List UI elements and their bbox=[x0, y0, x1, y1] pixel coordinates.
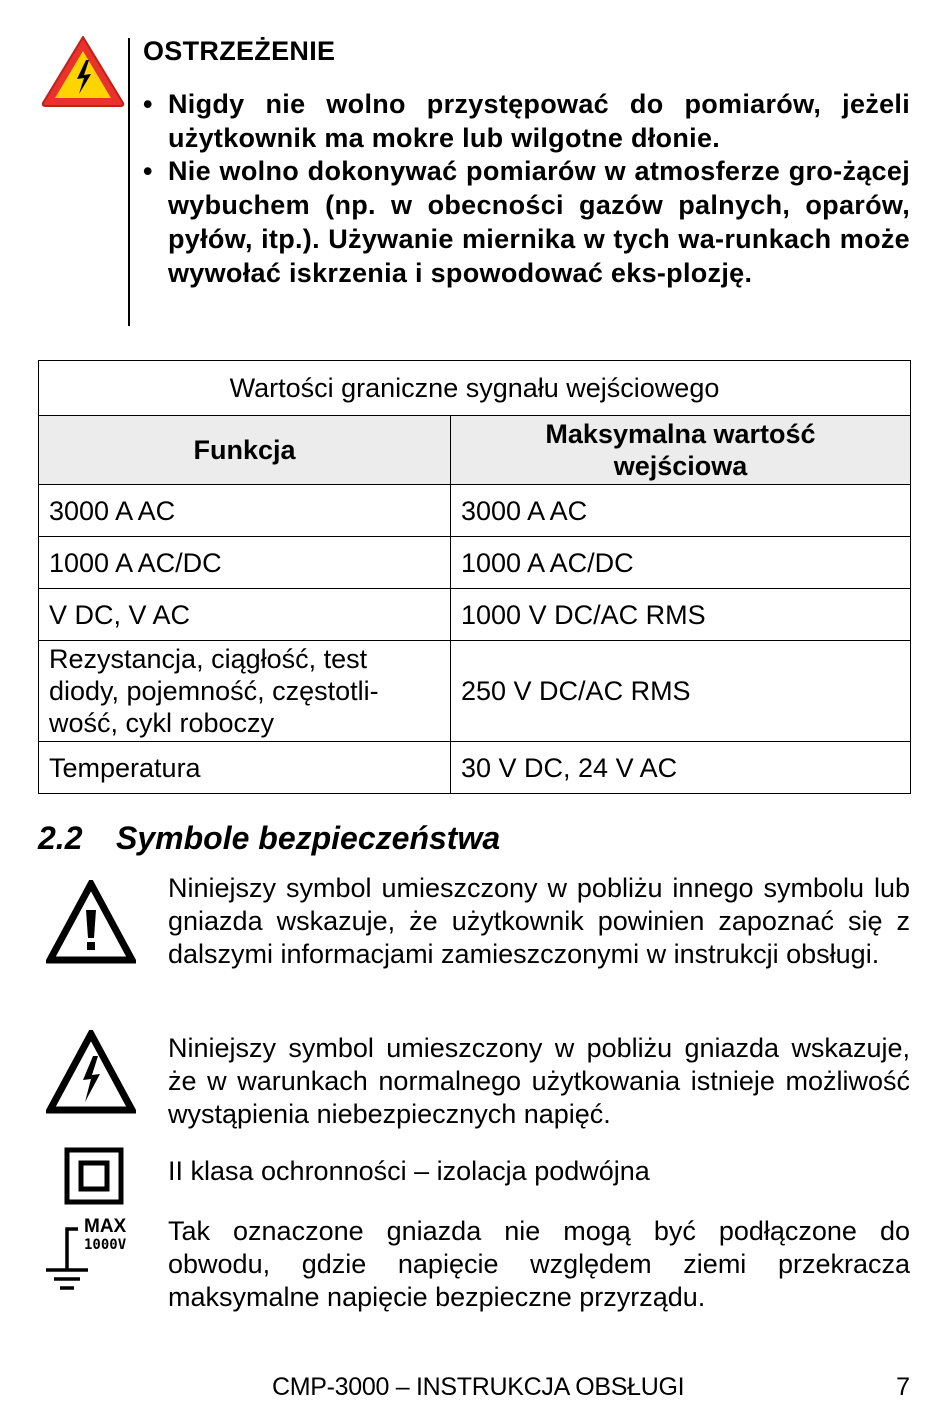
table-caption: Wartości graniczne sygnału wejściowego bbox=[39, 361, 911, 416]
max-input-cell: 1000 V DC/AC RMS bbox=[451, 589, 911, 641]
table-row bbox=[39, 537, 911, 589]
section-number: 2.2 bbox=[38, 820, 83, 856]
symbol-description: Tak oznaczone gniazda nie mogą być podłączone do obwodu, gdzie napięcie względem ziemi przekracza maksymalne napięcie bezpieczne przyrządu. bbox=[168, 1216, 910, 1312]
warning-list bbox=[143, 88, 910, 290]
warning-block bbox=[40, 30, 910, 330]
symbol-entry bbox=[38, 1030, 910, 1140]
column-header-max-input bbox=[451, 416, 911, 485]
table-row bbox=[39, 485, 911, 537]
warning-item: • Nie wolno dokonywać pomiarów w atmosferze gro-żącej wybuchem (np. w obecności gazów palnych, oparów, pyłów, itp.). Używanie miernika w tych wa-runkach może wywołać iskrzenia i spowodować eks-plozję. bbox=[143, 155, 910, 290]
function-cell: Temperatura bbox=[39, 742, 451, 794]
section-title: Symbole bezpieczeństwa bbox=[116, 820, 501, 856]
input-limits-table bbox=[38, 360, 911, 794]
column-header-max-line1: Maksymalna wartość bbox=[545, 419, 816, 449]
max-voltage-ground-icon bbox=[42, 1217, 142, 1297]
function-cell: Rezystancja, ciągłość, test diody, pojemność, częstotli-wość, cykl roboczy bbox=[39, 641, 451, 742]
high-voltage-triangle-icon bbox=[46, 1030, 136, 1114]
symbol-description: II klasa ochronności – izolacja podwójna bbox=[168, 1156, 650, 1186]
footer-title: CMP-3000 – INSTRUKCJA OBSŁUGI bbox=[272, 1373, 685, 1401]
double-insulation-icon bbox=[64, 1147, 124, 1205]
column-header-function: Funkcja bbox=[39, 416, 451, 485]
max-input-cell: 250 V DC/AC RMS bbox=[451, 641, 911, 742]
caution-triangle-icon bbox=[46, 880, 136, 964]
section-heading bbox=[38, 820, 500, 857]
symbol-entry bbox=[38, 1145, 910, 1205]
voltage-label: 1000V bbox=[84, 1237, 127, 1253]
max-input-cell: 1000 A AC/DC bbox=[451, 537, 911, 589]
max-label: MAX bbox=[84, 1216, 127, 1237]
warning-title: OSTRZEŻENIE bbox=[143, 36, 336, 66]
column-header-max-line2: wejściowa bbox=[613, 451, 748, 481]
warning-divider bbox=[128, 38, 130, 326]
max-input-cell: 3000 A AC bbox=[451, 485, 911, 537]
max-input-cell: 30 V DC, 24 V AC bbox=[451, 742, 911, 794]
table-row bbox=[39, 742, 911, 794]
electric-hazard-icon bbox=[40, 34, 126, 108]
symbol-description: Niniejszy symbol umieszczony w pobliżu innego symbolu lub gniazda wskazuje, że użytkownik powinien zapoznać się z dalszymi informacjami zamieszczonymi w instrukcji obsługi. bbox=[168, 873, 910, 969]
function-cell: V DC, V AC bbox=[39, 589, 451, 641]
symbol-entry bbox=[38, 1215, 910, 1325]
symbol-description: Niniejszy symbol umieszczony w pobliżu gniazda wskazuje, że w warunkach normalnego użytkowania istnieje możliwość wystąpienia niebezpiecznych napięć. bbox=[168, 1033, 910, 1129]
table-row bbox=[39, 641, 911, 742]
table-row bbox=[39, 589, 911, 641]
function-cell: 3000 A AC bbox=[39, 485, 451, 537]
function-cell: 1000 A AC/DC bbox=[39, 537, 451, 589]
warning-item: • Nigdy nie wolno przystępować do pomiarów, jeżeli użytkownik ma mokre lub wilgotne dłonie. bbox=[143, 88, 910, 155]
symbol-entry bbox=[38, 870, 910, 1010]
page-number: 7 bbox=[896, 1373, 910, 1401]
